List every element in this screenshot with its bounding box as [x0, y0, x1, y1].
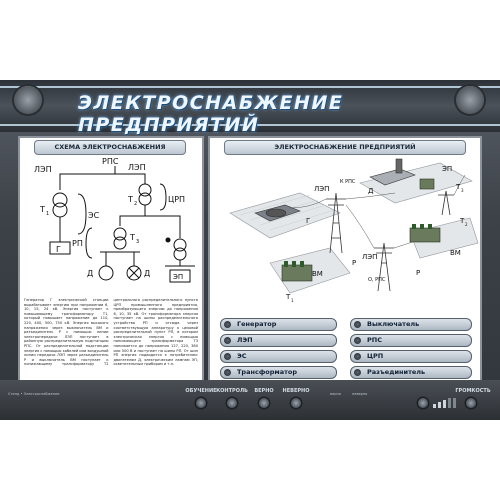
answer-wrong-label: НЕВЕРНО — [282, 388, 310, 394]
label-g: Г — [56, 245, 61, 254]
indicator-icon — [224, 369, 231, 376]
indicator-icon — [354, 369, 361, 376]
legend-item-transformer[interactable]: Трансформатор — [220, 366, 337, 379]
status-correct: верно — [330, 392, 341, 396]
indicator-icon — [354, 321, 361, 328]
mode-control-label: КОНТРОЛЬ — [216, 388, 248, 394]
legend-item-rps[interactable]: РПС — [350, 334, 472, 347]
stand-board — [0, 80, 500, 420]
scheme-description: Генератор Г электрической станции вырабатывает энергию при напряжении 6, 10, 15, 24 кВ. Энергия поступает к повышающему трансформатору Т1, который повышает напряжение до 110, 220, 400, 500, 750 кВ. Энергия высокого напряжения через выключатель ВМ и разъединитель Р с помощью линии электропередачи ЛЭП поступает в районную распределительную подстанцию РПС. От распределительной подстанции энергия с помощью кабелей или воздушной линии передачи ЛЭП через разъединитель Р и выключатель ВМ поступает к понижающему трансформатору Т2 центрального распределительного пункта ЦРП промышленного предприятия, преобразующего энергию до напряжения 6, 10, 35 кВ. От трансформатора энергия поступает на шины распределительного устройства РП и отсюда через соответствующую аппаратуру к цеховой распределительной пункт РП, в котором электрическая энергия с помощью понижающего трансформатора Т3 понижается до напряжения 127, 220, 380 или 500 В и поступает на шины РП. От шин РП энергия подводится к потребителям: двигателям Д, электрическим лампам ЭП, осветительным приборам и т.п. — [24, 298, 198, 367]
indicator-icon — [224, 337, 231, 344]
label-lep1: ЛЭП — [34, 165, 52, 174]
r-label-lep-low: ЛЭП — [362, 253, 378, 261]
scheme-panel-heading: СХЕМА ЭЛЕКТРОСНАБЖЕНИЯ — [34, 140, 186, 155]
scheme-panel — [18, 136, 204, 384]
status-wrong: неверно — [352, 392, 368, 396]
label-rp: РП — [72, 239, 83, 248]
mode-control-button[interactable] — [227, 398, 237, 408]
r-label-g: Г — [306, 217, 311, 225]
illustration-panel-heading: ЭЛЕКТРОСНАБЖЕНИЕ ПРЕДПРИЯТИЙ — [224, 140, 466, 155]
control-strip — [0, 380, 500, 420]
label-ep: ЭП — [173, 273, 184, 281]
mode-learning-button[interactable] — [196, 398, 206, 408]
r-label-p-top: Р — [352, 259, 357, 267]
volume-up-button[interactable] — [466, 398, 476, 408]
indicator-icon — [224, 353, 231, 360]
r-label-t3: Т — [456, 183, 461, 191]
label-t1-sub: 1 — [46, 211, 50, 217]
label-t3-sub: 3 — [136, 239, 140, 245]
page-title: ЭЛЕКТРОСНАБЖЕНИЕ ПРЕДПРИЯТИЙ — [78, 92, 344, 136]
title-stripe — [0, 86, 500, 88]
answer-wrong-button[interactable] — [291, 398, 301, 408]
answer-correct-label: ВЕРНО — [254, 388, 274, 394]
label-lep2: ЛЭП — [128, 163, 146, 172]
label-d1: Д — [87, 269, 94, 278]
r-label-t1-sub: 1 — [291, 298, 294, 303]
label-rps: РПС — [102, 157, 119, 166]
r-label-p-low: Р — [416, 269, 421, 277]
label-tsrp: ЦРП — [168, 195, 186, 204]
legend-item-generator[interactable]: Генератор — [220, 318, 337, 331]
label-t1: Т — [40, 205, 45, 214]
indicator-icon — [224, 321, 231, 328]
r-label-ot-rps: О, РПС — [368, 277, 386, 283]
r-label-d: Д — [368, 187, 374, 195]
r-label-t3-sub: 3 — [461, 188, 464, 193]
legend-item-lep[interactable]: ЛЭП — [220, 334, 337, 347]
legend-item-switch[interactable]: Выключатель — [350, 318, 472, 331]
volume-label: ГРОМКОСТЬ — [455, 388, 491, 394]
r-label-t1: Т — [286, 293, 291, 301]
enterprise-power-supply-illustration — [210, 153, 480, 313]
r-label-vm-mid: ВМ — [450, 249, 461, 257]
volume-down-button[interactable] — [418, 398, 428, 408]
volume-level-icon — [432, 398, 462, 408]
label-d2: Д — [144, 269, 151, 278]
title-bar — [0, 80, 500, 136]
r-label-t2-sub: 2 — [465, 222, 468, 227]
illustration-panel — [208, 136, 482, 384]
r-label-lep-top: ЛЭП — [314, 185, 330, 193]
r-label-vm-low: ВМ — [312, 270, 323, 278]
answer-correct-button[interactable] — [259, 398, 269, 408]
indicator-icon — [354, 337, 361, 344]
r-label-ep: ЭП — [442, 165, 453, 173]
label-t3: Т — [130, 233, 135, 242]
legend-item-tsrp[interactable]: ЦРП — [350, 350, 472, 363]
speaker-left-icon — [14, 86, 42, 114]
label-t2: Т — [128, 195, 133, 204]
label-t2-sub: 2 — [134, 201, 138, 207]
legend-item-disconnector[interactable]: Разъединитель — [350, 366, 472, 379]
legend-item-es[interactable]: ЭС — [220, 350, 337, 363]
r-label-t2: Т — [460, 217, 465, 225]
label-es: ЭС — [88, 211, 100, 220]
power-supply-scheme-diagram — [20, 154, 202, 294]
mode-learning-label: ОБУЧЕНИЕ — [185, 388, 217, 394]
r-label-k-rps: К РПС — [340, 179, 356, 185]
footer-caption: Стенд • Электроснабжение — [8, 392, 60, 396]
indicator-icon — [354, 353, 361, 360]
